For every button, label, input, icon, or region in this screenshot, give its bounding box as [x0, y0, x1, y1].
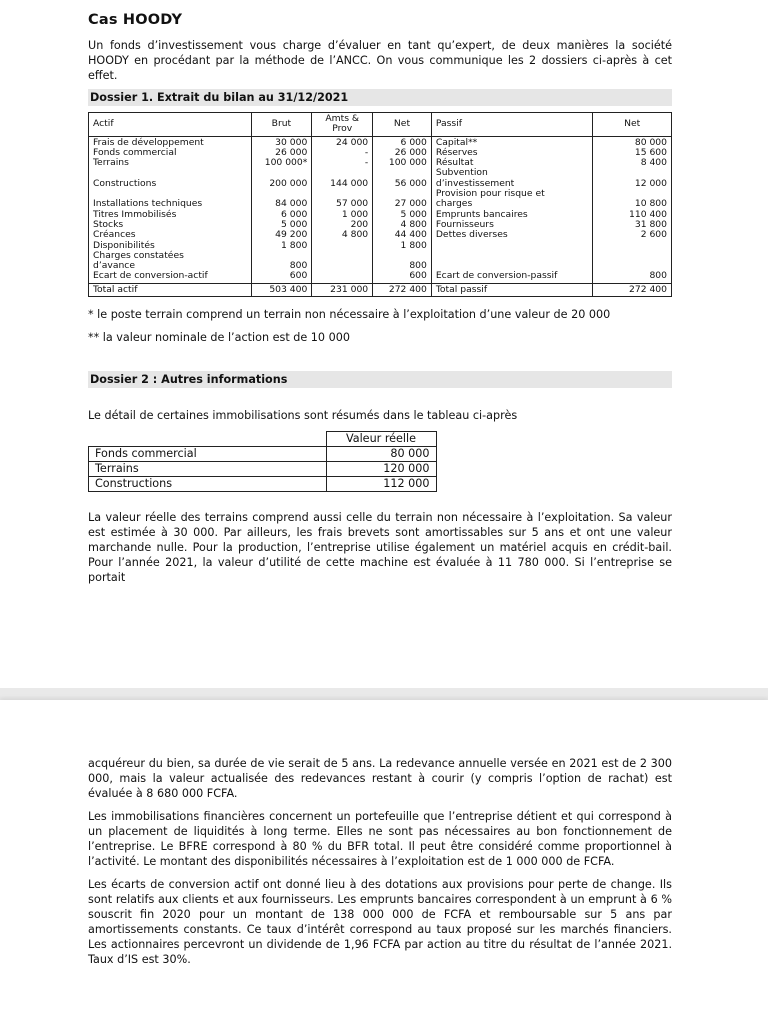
dossier2-intro: Le détail de certaines immobilisations sont résumés dans le tableau ci-après [88, 409, 518, 423]
amts-value: 57 000 [335, 198, 369, 210]
brut-value: 600 [289, 270, 308, 282]
actif-label: Terrains [93, 157, 129, 169]
table-row [89, 447, 437, 462]
passif-net-column [593, 136, 672, 283]
brut-value: 200 000 [269, 177, 308, 189]
total-amts: 231 000 [312, 283, 373, 296]
row-value: 80 000 [326, 447, 436, 462]
row-label: Terrains [89, 462, 327, 477]
actif-label: Fonds commercial [93, 146, 177, 158]
document-page-2 [0, 700, 768, 1024]
table-row [89, 477, 437, 492]
net-value: 26 000 [394, 146, 427, 158]
brut-value: 84 000 [275, 198, 308, 210]
valeur-reelle-header-row [89, 432, 437, 447]
passif-label: Fournisseurs [435, 218, 494, 230]
header-passif: Passif [431, 113, 592, 137]
net-value: 4 800 [400, 218, 427, 230]
brut-column [251, 136, 312, 283]
passif-label: Capital** [435, 136, 478, 148]
dossier2-paragraph-1: La valeur réelle des terrains comprend aussi celle du terrain non nécessaire à l’exploitation. Sa valeur est estimée à 30 000. Par ailleurs, les frais brevets sont amortissables sur 5 ans et ont une valeur marchande nulle. Pour la production, l’entreprise utilise également un matériel acquis en crédit-bail. Pour l’année 2021, la valeur d’utilité de cette machine est évaluée à 11 780 000. Si l’entreprise se portait [88, 511, 672, 585]
passif-label: Dettes diverses [435, 229, 508, 241]
brut-value: 49 200 [275, 229, 308, 241]
passif-net-value: 31 800 [634, 218, 667, 230]
net-value: 600 [409, 270, 427, 282]
document-title: Cas HOODY [88, 12, 183, 28]
net-value: 100 000 [388, 157, 427, 169]
actif-label: Stocks [93, 218, 124, 230]
footnote-nominal-value: ** la valeur nominale de l’action est de 10 000 [88, 331, 350, 345]
amts-value: 144 000 [330, 177, 369, 189]
valeur-reelle-header: Valeur réelle [326, 432, 436, 447]
amts-value: 200 [350, 218, 369, 230]
net-column [373, 136, 432, 283]
total-actif-label: Total actif [89, 283, 252, 296]
passif-net-value: 2 600 [640, 229, 667, 241]
dossier2-heading: Dossier 2 : Autres informations [88, 371, 672, 388]
brut-value: 5 000 [281, 218, 308, 230]
brut-value: 1 800 [281, 239, 308, 251]
passif-net-value: 10 800 [634, 198, 667, 210]
passif-label: Ecart de conversion-passif [435, 270, 558, 282]
net-value: 27 000 [394, 198, 427, 210]
passif-labels-column [431, 136, 592, 283]
intro-paragraph: Un fonds d’investissement vous charge d’évaluer en tant qu’expert, de deux manières la société HOODY en procédant par la méthode de l’ANCC. On vous communique les 2 dossiers ci-après à cet effet. [88, 39, 672, 82]
valeur-reelle-table [88, 431, 437, 492]
passif-label: Provision pour risque et [435, 188, 545, 200]
passif-label: Réserves [435, 146, 478, 158]
passif-net-value: 80 000 [634, 136, 667, 148]
header-net-passif: Net [593, 113, 672, 137]
actif-label: Ecart de conversion-actif [93, 270, 208, 282]
header-amts-prov: Amts & Prov [312, 113, 373, 137]
amts-value: 24 000 [335, 136, 369, 148]
header-net: Net [373, 113, 432, 137]
actif-label: Frais de développement [93, 136, 204, 148]
dossier2-paragraph-3: Les immobilisations financières concernent un portefeuille que l’entreprise détient et qui correspond à un placement de liquidités à long terme. Elles ne sont pas nécessaires au bon fonctionnement de l’entreprise. Le BFRE correspond à 80 % du BFR total. Il peut être considéré comme proportionnel à l’activité. Le montant des disponibilités nécessaires à l’exploitation est de 1 000 000 de FCFA. [88, 810, 672, 868]
dossier2-paragraph-4: Les écarts de conversion actif ont donné lieu à des dotations aux provisions pour perte de change. Ils sont relatifs aux clients et aux fournisseurs. Les emprunts bancaires correspondent à un emprunt à 6 % souscrit fin 2020 pour un montant de 138 000 000 de FCFA et remboursable sur 5 ans par amortissements constants. Ce taux d’intérêt correspond au taux proposé sur les marchés financiers. Les actionnaires percevront un dividende de 1,96 FCFA par action au titre du résultat de l’année 2021. Taux d’IS est 30%. [88, 878, 672, 966]
actif-label: Disponibilités [93, 239, 155, 251]
brut-value: 800 [289, 260, 308, 272]
total-brut: 503 400 [251, 283, 312, 296]
net-value: 800 [409, 260, 427, 272]
amts-column [312, 136, 373, 283]
footnote-terrain: * le poste terrain comprend un terrain non nécessaire à l’exploitation d’une valeur de 20 000 [88, 308, 611, 322]
passif-label: charges [435, 198, 473, 210]
actif-label: d’avance [93, 260, 135, 272]
passif-net-value: 15 600 [634, 146, 667, 158]
brut-value: 26 000 [275, 146, 308, 158]
actif-label: Charges constatées [93, 249, 184, 261]
amts-value: - [364, 157, 369, 169]
total-net: 272 400 [373, 283, 432, 296]
net-value: 56 000 [394, 177, 427, 189]
header-brut: Brut [251, 113, 312, 137]
bilan-total-row [89, 283, 672, 296]
passif-net-value: 110 400 [629, 208, 667, 220]
header-actif: Actif [89, 113, 252, 137]
amts-value: - [364, 146, 369, 158]
brut-value: 30 000 [275, 136, 308, 148]
row-label: Fonds commercial [89, 447, 327, 462]
actif-label: Installations techniques [93, 198, 203, 210]
passif-label: d’investissement [435, 177, 515, 189]
brut-value: 6 000 [281, 208, 308, 220]
dossier2-paragraph-2: acquéreur du bien, sa durée de vie serait de 5 ans. La redevance annuelle versée en 2021 est de 2 300 000, mais la valeur actualisée des redevances restant à courir (y compris l’option de rachat) est évaluée à 8 680 000 FCFA. [88, 757, 672, 800]
bilan-header-row [89, 113, 672, 137]
net-value: 1 800 [400, 239, 427, 251]
amts-value: 4 800 [341, 229, 369, 241]
table-row [89, 462, 437, 477]
actif-label: Titres Immobilisés [93, 208, 177, 220]
actif-labels-column [89, 136, 252, 283]
passif-label: Emprunts bancaires [435, 208, 528, 220]
bilan-body-row [89, 136, 672, 283]
row-value: 112 000 [326, 477, 436, 492]
total-passif: 272 400 [593, 283, 672, 296]
passif-net-value: 12 000 [634, 177, 667, 189]
passif-net-value: 8 400 [640, 157, 667, 169]
brut-value: 100 000* [264, 157, 308, 169]
actif-label: Créances [93, 229, 136, 241]
amts-value: 1 000 [341, 208, 369, 220]
passif-label: Résultat [435, 157, 474, 169]
bilan-table [88, 112, 672, 297]
passif-net-value: 800 [649, 270, 667, 282]
actif-label: Constructions [93, 177, 157, 189]
total-passif-label: Total passif [431, 283, 592, 296]
row-label: Constructions [89, 477, 327, 492]
net-value: 6 000 [400, 136, 427, 148]
passif-label: Subvention [435, 167, 488, 179]
dossier1-heading: Dossier 1. Extrait du bilan au 31/12/2021 [88, 89, 672, 106]
row-value: 120 000 [326, 462, 436, 477]
net-value: 5 000 [400, 208, 427, 220]
net-value: 44 400 [394, 229, 427, 241]
